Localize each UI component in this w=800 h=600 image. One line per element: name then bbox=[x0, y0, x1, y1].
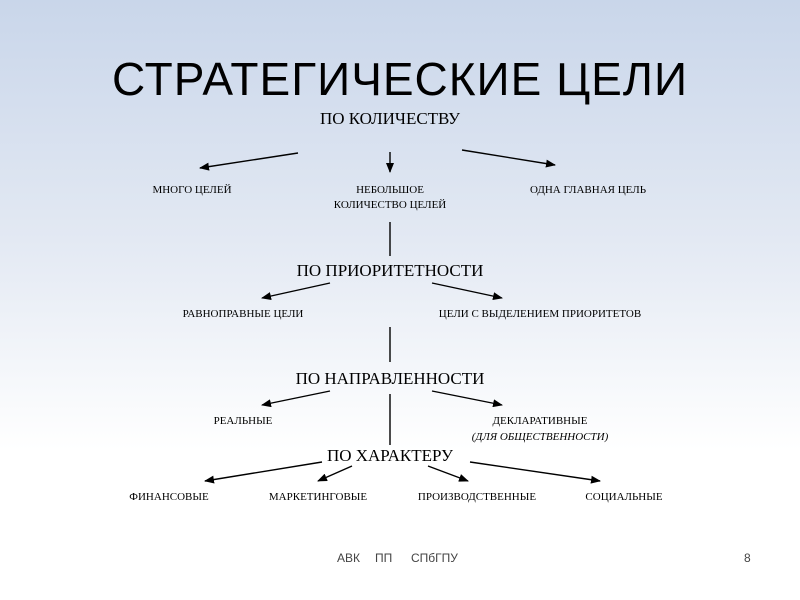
label-marketing-goals: МАРКЕТИНГОВЫЕ bbox=[268, 491, 368, 503]
header-by-quantity: ПО КОЛИЧЕСТВУ bbox=[319, 109, 461, 128]
arrow-to-prioritized-goals bbox=[432, 283, 502, 298]
label-one-main-goal: ОДНА ГЛАВНАЯ ЦЕЛЬ bbox=[529, 184, 647, 196]
header-by-character: ПО ХАРАКТЕРУ bbox=[326, 446, 454, 465]
footer-department: ПП bbox=[375, 551, 393, 565]
arrow-to-marketing-goals bbox=[318, 466, 352, 481]
label-few-goals-line2: КОЛИЧЕСТВО ЦЕЛЕЙ bbox=[333, 199, 447, 211]
label-real-goals: РЕАЛЬНЫЕ bbox=[213, 415, 273, 427]
arrow-to-production-goals bbox=[428, 466, 468, 481]
label-social-goals: СОЦИАЛЬНЫЕ bbox=[585, 491, 663, 503]
header-by-direction: ПО НАПРАВЛЕННОСТИ bbox=[295, 369, 485, 388]
footer-author: АВК bbox=[337, 551, 360, 565]
footer-university: СПбГПУ bbox=[411, 551, 458, 565]
arrow-to-many-goals bbox=[200, 153, 298, 168]
page-number: 8 bbox=[744, 551, 751, 565]
label-financial-goals: ФИНАНСОВЫЕ bbox=[129, 491, 209, 503]
arrow-to-equal-goals bbox=[262, 283, 330, 298]
label-many-goals: МНОГО ЦЕЛЕЙ bbox=[152, 184, 232, 196]
label-declarative-goals: ДЕКЛАРАТИВНЫЕ bbox=[492, 415, 588, 427]
header-by-priority: ПО ПРИОРИТЕТНОСТИ bbox=[296, 261, 484, 280]
arrow-to-financial-goals bbox=[205, 462, 322, 481]
arrow-to-real-goals bbox=[262, 391, 330, 405]
arrow-to-social-goals bbox=[470, 462, 600, 481]
label-production-goals: ПРОИЗВОДСТВЕННЫЕ bbox=[417, 491, 537, 503]
arrow-to-one-goal bbox=[462, 150, 555, 165]
label-equal-goals: РАВНОПРАВНЫЕ ЦЕЛИ bbox=[182, 308, 304, 320]
label-declarative-note: (ДЛЯ ОБЩЕСТВЕННОСТИ) bbox=[471, 431, 609, 443]
label-prioritized-goals: ЦЕЛИ С ВЫДЕЛЕНИЕМ ПРИОРИТЕТОВ bbox=[438, 308, 642, 320]
slide-title: СТРАТЕГИЧЕСКИЕ ЦЕЛИ bbox=[111, 53, 689, 105]
arrow-to-declarative-goals bbox=[432, 391, 502, 405]
label-few-goals-line1: НЕБОЛЬШОЕ bbox=[356, 184, 424, 196]
